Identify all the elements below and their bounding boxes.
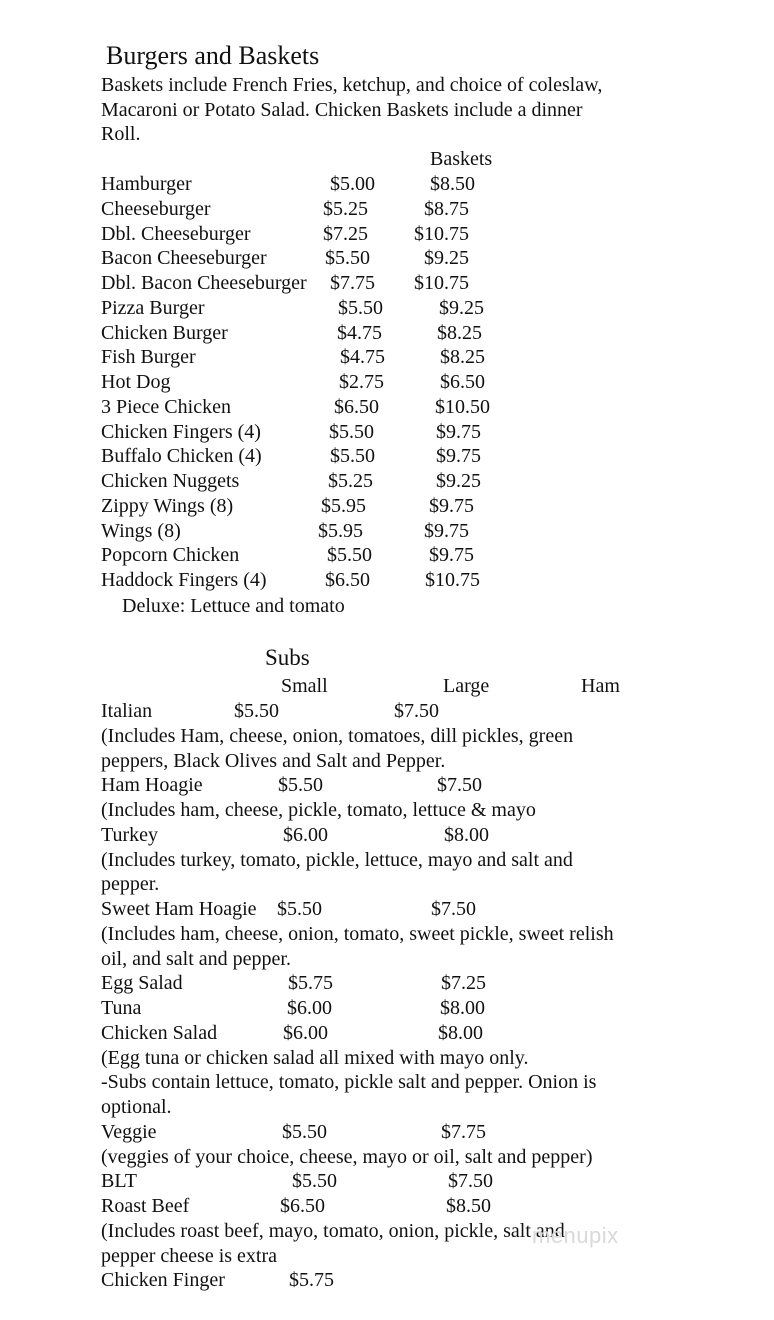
sub-item-name: Egg Salad xyxy=(101,972,183,995)
sub-item-small-price: $6.00 xyxy=(283,823,328,846)
sub-item-large-price: $7.50 xyxy=(431,898,476,920)
sub-item-large-price: $7.50 xyxy=(437,774,482,797)
burger-item-name: Chicken Burger xyxy=(101,321,228,344)
burger-item-basket-price: $9.75 xyxy=(436,445,481,468)
sub-description: peppers, Black Olives and Salt and Pepper. xyxy=(101,749,446,772)
burger-item-price: $5.95 xyxy=(321,494,366,517)
burger-item-basket-price: $8.25 xyxy=(440,346,485,369)
burgers-description-line: Macaroni or Potato Salad. Chicken Baskets include a dinner xyxy=(101,98,583,121)
sub-item-name: Roast Beef xyxy=(101,1195,190,1217)
burger-item-price: $7.25 xyxy=(323,222,368,245)
burger-item-basket-price: $8.75 xyxy=(424,197,469,220)
sub-item-small-price: $5.50 xyxy=(234,700,279,722)
burger-item-basket-price: $9.75 xyxy=(436,420,481,443)
baskets-column-header: Baskets xyxy=(430,148,493,170)
sub-item-name: Veggie xyxy=(101,1120,157,1143)
sub-item-large-price: $7.50 xyxy=(394,700,439,722)
sub-description: (veggies of your choice, cheese, mayo or oil, salt and pepper) xyxy=(101,1145,593,1168)
sub-item-small-price: $5.50 xyxy=(277,898,322,920)
burger-item-name: 3 Piece Chicken xyxy=(101,395,231,418)
burger-item-basket-price: $8.25 xyxy=(437,321,482,344)
subs-col-small: Small xyxy=(281,675,328,697)
sub-description: -Subs contain lettuce, tomato, pickle salt and pepper. Onion is xyxy=(101,1071,597,1094)
sub-item-small-price: $5.75 xyxy=(288,972,333,995)
burger-item-basket-price: $9.75 xyxy=(424,519,469,542)
sub-item-name: Turkey xyxy=(101,823,159,846)
sub-description: (Includes ham, cheese, onion, tomato, sweet pickle, sweet relish xyxy=(101,922,614,945)
sub-item-large-price: $8.00 xyxy=(440,997,485,1019)
burgers-title: Burgers and Baskets xyxy=(106,41,320,70)
sub-item-small-price: $6.00 xyxy=(287,997,332,1019)
sub-item-small-price: $5.50 xyxy=(292,1170,337,1193)
sub-description: (Includes roast beef, mayo, tomato, onion, pickle, salt and xyxy=(101,1219,565,1242)
deluxe-note: Deluxe: Lettuce and tomato xyxy=(122,595,345,617)
burger-item-basket-price: $6.50 xyxy=(440,371,485,393)
burger-item-price: $7.75 xyxy=(330,272,375,294)
sub-item-name: Chicken Finger xyxy=(101,1269,225,1292)
burger-item-name: Hot Dog xyxy=(101,371,171,393)
sub-item-name: BLT xyxy=(101,1170,137,1193)
sub-description: pepper. xyxy=(101,873,160,896)
burgers-description-line: Roll. xyxy=(101,123,141,145)
burger-item-basket-price: $9.75 xyxy=(429,544,474,567)
sub-item-small-price: $5.50 xyxy=(282,1120,327,1143)
burger-item-name: Haddock Fingers (4) xyxy=(101,569,267,591)
sub-item-small-price: $5.75 xyxy=(289,1269,334,1292)
burger-item-name: Hamburger xyxy=(101,173,192,195)
burger-item-price: $5.00 xyxy=(330,173,375,195)
burger-item-name: Pizza Burger xyxy=(101,296,205,319)
subs-col-large: Large xyxy=(443,675,490,697)
burger-item-name: Buffalo Chicken (4) xyxy=(101,445,262,468)
sub-item-large-price: $8.00 xyxy=(438,1021,483,1044)
sub-item-name: Tuna xyxy=(101,997,142,1019)
sub-description: (Includes Ham, cheese, onion, tomatoes, dill pickles, green xyxy=(101,724,574,747)
burger-item-basket-price: $9.25 xyxy=(424,247,469,270)
sub-description: (Includes ham, cheese, pickle, tomato, lettuce & mayo xyxy=(101,799,536,821)
sub-item-name: Chicken Salad xyxy=(101,1021,218,1044)
burger-item-price: $5.50 xyxy=(338,296,383,319)
sub-item-small-price: $6.50 xyxy=(280,1195,325,1217)
sub-item-small-price: $6.00 xyxy=(283,1021,328,1044)
burgers-description-line: Baskets include French Fries, ketchup, and choice of coleslaw, xyxy=(101,74,603,96)
burger-item-basket-price: $10.75 xyxy=(425,569,480,591)
burger-item-price: $4.75 xyxy=(340,346,385,369)
burger-item-basket-price: $10.75 xyxy=(414,272,469,294)
burger-item-price: $5.50 xyxy=(327,544,372,567)
sub-description: (Includes turkey, tomato, pickle, lettuce, mayo and salt and xyxy=(101,848,573,871)
burger-item-name: Wings (8) xyxy=(101,519,181,542)
burger-item-price: $5.25 xyxy=(323,197,368,220)
sub-description: pepper cheese is extra xyxy=(101,1244,278,1267)
burger-item-name: Zippy Wings (8) xyxy=(101,494,234,517)
burger-item-price: $6.50 xyxy=(334,395,379,418)
sub-item-large-price: $7.25 xyxy=(441,972,486,995)
burger-item-name: Chicken Fingers (4) xyxy=(101,420,261,443)
sub-description: (Egg tuna or chicken salad all mixed with mayo only. xyxy=(101,1046,529,1069)
burger-item-price: $5.50 xyxy=(330,445,375,468)
burger-item-basket-price: $10.75 xyxy=(414,222,469,245)
burger-item-price: $5.50 xyxy=(325,247,370,270)
burger-item-basket-price: $10.50 xyxy=(435,395,490,418)
sub-item-small-price: $5.50 xyxy=(278,774,323,797)
burger-item-price: $5.25 xyxy=(328,470,373,492)
sub-item-large-price: $8.00 xyxy=(444,823,489,846)
burger-item-basket-price: $9.25 xyxy=(436,470,481,492)
burger-item-basket-price: $8.50 xyxy=(430,173,475,195)
sub-item-name: Ham Hoagie xyxy=(101,774,203,797)
burger-item-basket-price: $9.75 xyxy=(429,494,474,517)
sub-item-name: Sweet Ham Hoagie xyxy=(101,898,257,920)
sub-description: optional. xyxy=(101,1096,172,1118)
burger-item-price: $6.50 xyxy=(325,569,370,591)
burger-item-name: Fish Burger xyxy=(101,346,196,369)
burger-item-price: $4.75 xyxy=(337,321,382,344)
watermark: menupix xyxy=(532,1223,619,1248)
burger-item-name: Dbl. Bacon Cheeseburger xyxy=(101,272,307,294)
subs-title: Subs xyxy=(265,645,310,670)
burger-item-name: Popcorn Chicken xyxy=(101,544,240,567)
sub-item-name: Italian xyxy=(101,700,153,722)
sub-description: oil, and salt and pepper. xyxy=(101,947,291,970)
sub-item-large-price: $7.50 xyxy=(448,1170,493,1193)
burger-item-basket-price: $9.25 xyxy=(439,296,484,319)
burger-item-name: Dbl. Cheeseburger xyxy=(101,222,251,245)
burger-item-price: $2.75 xyxy=(339,371,384,393)
sub-item-large-price: $7.75 xyxy=(441,1120,486,1143)
burger-item-name: Chicken Nuggets xyxy=(101,470,240,492)
burger-item-price: $5.95 xyxy=(318,519,363,542)
sub-item-large-price: $8.50 xyxy=(446,1195,491,1217)
burger-item-price: $5.50 xyxy=(329,420,374,443)
subs-col-ham: Ham xyxy=(581,675,620,697)
burger-item-name: Bacon Cheeseburger xyxy=(101,247,267,270)
burger-item-name: Cheeseburger xyxy=(101,197,211,220)
